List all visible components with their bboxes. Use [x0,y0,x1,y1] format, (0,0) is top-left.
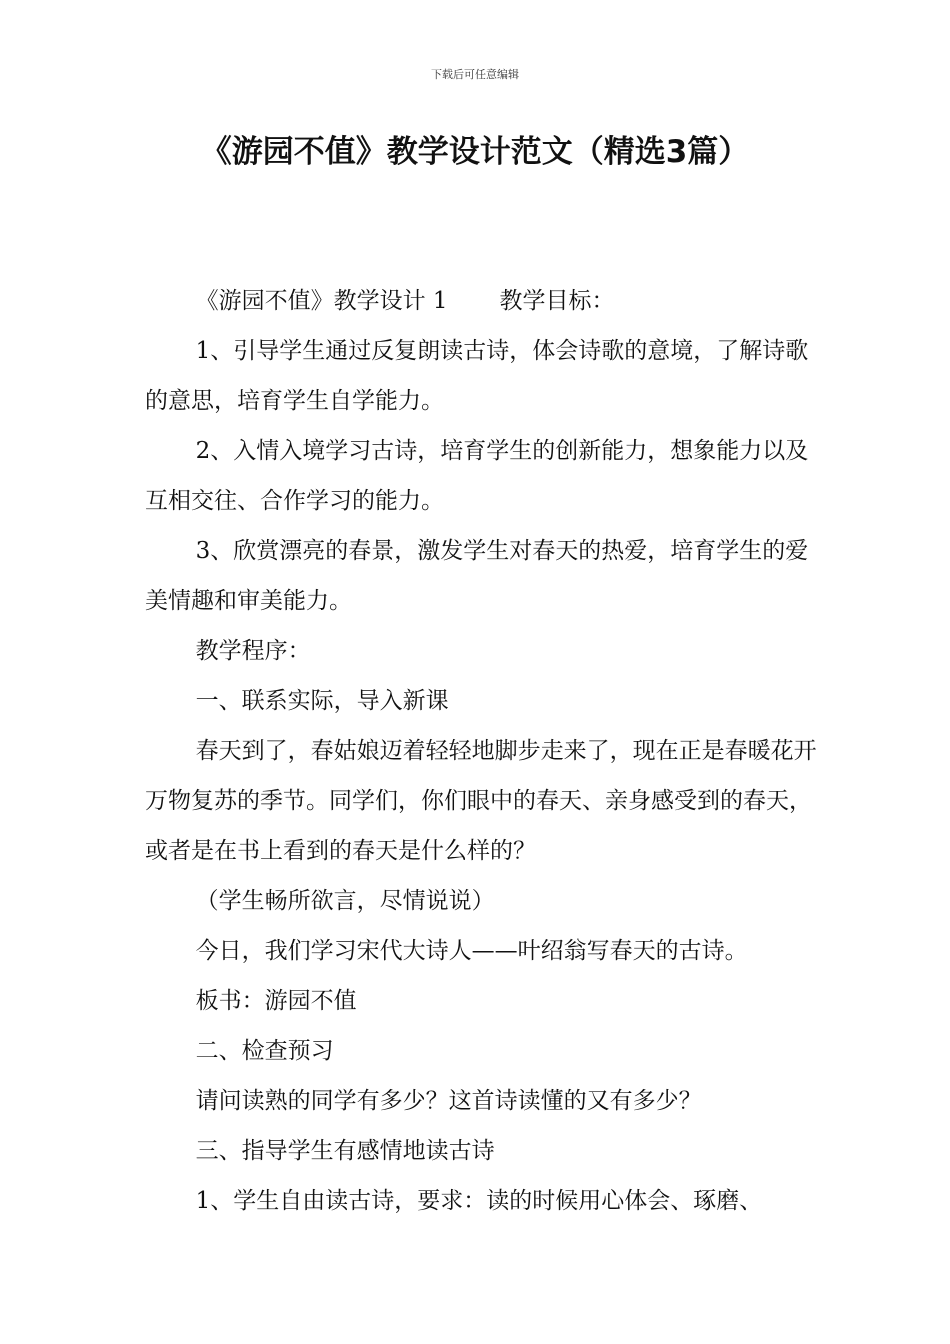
paragraph-objective-2: 2、入情入境学习古诗，培育学生的创新能力，想象能力以及互相交往、合作学习的能力。 [145,438,809,514]
objectives-heading: 教学目标： [499,288,615,314]
paragraph-section-3: 三、指导学生有感情地读古诗 [195,1138,495,1164]
paragraph-board-writing: 板书：游园不值 [195,988,357,1014]
paragraph-poet-intro: 今日，我们学习宋代大诗人——叶绍翁写春天的古诗。 [195,938,748,964]
paragraph-section-1: 一、联系实际，导入新课 [195,688,449,714]
paragraph-objective-3: 3、欣赏漂亮的春景，激发学生对春天的热爱，培育学生的爱美情趣和审美能力。 [145,538,809,614]
document-body [145,276,825,1226]
paragraph-intro [145,276,825,326]
paragraph-free-reading: 1、学生自由读古诗，要求：读的时候用心体会、琢磨、 [195,1188,763,1214]
paragraph-preview-question: 请问读熟的同学有多少？这首诗读懂的又有多少？ [195,1088,702,1114]
lesson-heading: 《游园不值》教学设计 1 [195,288,448,314]
paragraph-spring-intro: 春天到了，春姑娘迈着轻轻地脚步走来了，现在正是春暖花开万物复苏的季节。同学们，你们眼中的春天、亲身感受到的春天，或者是在书上看到的春天是什么样的？ [145,738,817,864]
paragraph-procedure-heading: 教学程序： [195,638,311,664]
paragraph-students-speak: （学生畅所欲言，尽情说说） [195,888,495,914]
document-title: 《游园不值》教学设计范文（精选3篇） [200,134,750,170]
paragraph-objective-1: 1、引导学生通过反复朗读古诗，体会诗歌的意境，了解诗歌的意思，培育学生自学能力。 [145,338,809,414]
header-note: 下载后可任意编辑 [431,68,519,81]
paragraph-section-2: 二、检查预习 [195,1038,334,1064]
